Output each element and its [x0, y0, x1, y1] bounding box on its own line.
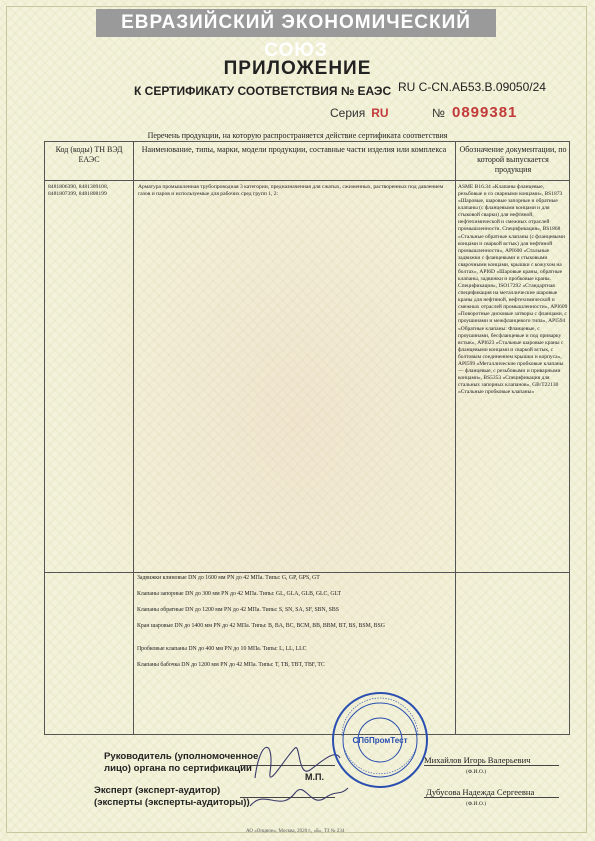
header-name: Наименование, типы, марки, модели продукции, составные части изделия или комплекса	[141, 145, 447, 154]
series-label: Серия	[330, 106, 366, 120]
certificate-number: RU C-CN.АБ53.В.09050/24	[398, 80, 546, 94]
section-divider	[45, 572, 569, 573]
head-label-line2: лицо) органа по сертификации	[104, 763, 252, 774]
organization-stamp	[330, 690, 430, 790]
product-item: Клапаны бабочка DN до 1200 мм PN до 42 МПа. Типы: T, TB, TBT, TBF, TC	[137, 662, 325, 668]
cell-documentation: ASME B16.34 «Клапаны фланцевые, резьбовые и со сварными концами», BS1873 «Шаровые, шаровые запорные и обратные клапаны (с фланцевыми концами и для стыковой сварки) для нефтяной, нефтехимической и смежных отраслей промышленности. Спецификация», BS1868 «Стальные обратные клапаны (с фланцевыми концами и сваркой встык) для нефтяной промышленности», API600 «Стальные задвижки с фланцевыми и стыковыми сварочными концами, крышки с кожухом на болтах», API6D «Шаровые краны, обратные клапаны, задвижки и пробковые краны. Спецификация», ISO17292 «Стандартная спецификация на металлические шаровые краны для нефтяной, нефтехимической и смежных отраслей промышленности», API609 «Поворотные дисковые затворы с фланцами, с проушинами и межфланцевого типа», API594 «Обратные клапаны: Фланцевые, с проушинами, бесфланцевые и под приварку встык», API623 «Стальные шаровые краны с фланцевыми концами и сваркой встык, с болтовым соединением крышки и корпуса», API599 «Металлические пробковые клапаны — фланцевые, с резьбовыми и приварными концами», BS5353 «Спецификация для стальных запорных клапанов», GB/T22130 «Стальные пробковые клапаны»	[458, 184, 568, 396]
union-banner: ЕВРАЗИЙСКИЙ ЭКОНОМИЧЕСКИЙ СОЮЗ	[96, 9, 496, 37]
cell-description: Арматура промышленная трубопроводная 3 категории, предназначенная для сжатых, сжиженных, растворенных под давлением газов и паров и используемые для рабочих сред групп 1, 2:	[138, 184, 444, 198]
head-label-line1: Руководитель (уполномоченное	[104, 751, 259, 762]
serial-number: 0899381	[452, 104, 518, 121]
expert-label-line1: Эксперт (эксперт-аудитор)	[94, 785, 221, 796]
cell-codes: 8481806390, 8481309108, 8481807399, 8481808199	[48, 184, 109, 198]
table-caption: Перечень продукции, на которую распространяется действие сертификата соответствия	[147, 131, 448, 140]
product-item: Задвижки клиновые DN до 1600 мм PN до 42 МПа. Типы: G, GP, GPS, GT	[137, 575, 320, 581]
number-label: №	[432, 106, 445, 120]
product-item: Кран шаровые DN до 1400 мм PN до 42 МПа. Типы: B, BA, BC, BCM, BB, BBM, BT, BS, BSM, BSG	[137, 623, 385, 629]
page-title: ПРИЛОЖЕНИЕ	[223, 58, 372, 79]
head-label	[104, 751, 258, 775]
series-value: RU	[371, 106, 389, 120]
series	[330, 106, 389, 120]
column-divider	[133, 142, 134, 734]
fio-label: (Ф.И.О.)	[466, 769, 487, 775]
seal-placeholder: М.П.	[305, 772, 324, 782]
product-item: Клапаны запорные DN до 300 мм PN до 42 МПа. Типы: GL, GLA, GLB, GLC, GLT	[137, 591, 342, 597]
head-name: Михайлов Игорь Валерьевич	[424, 755, 531, 765]
header-documentation: Обозначение документации, по которой выпускается продукция	[459, 145, 567, 174]
product-item: Клапаны обратные DN до 1200 мм PN до 42 МПа. Типы: S, SN, SA, SF, SBN, SBS	[137, 607, 339, 613]
printer-footer: АО «Опцион», Москва, 2020 г., «Б», ТЗ № 234	[246, 829, 345, 834]
product-item: Пробковые клапаны DN до 400 мм PN до 10 МПа. Типы: L, LL, LLC	[137, 646, 307, 652]
expert-label	[94, 785, 250, 809]
column-divider	[455, 142, 456, 734]
header-code: Код (коды) ТН ВЭД ЕАЭС	[55, 145, 123, 164]
stamp-text: СПбПромТест	[352, 736, 408, 745]
header-divider	[45, 180, 569, 181]
fio-label: (Ф.И.О.)	[466, 801, 487, 807]
certificate-subtitle: К СЕРТИФИКАТУ СООТВЕТСТВИЯ № ЕАЭС	[134, 84, 392, 98]
expert-label-line2: (эксперты (эксперты-аудиторы))	[94, 797, 250, 808]
expert-name: Дубусова Надежда Сергеевна	[426, 787, 535, 797]
name-line	[424, 765, 559, 766]
name-line	[424, 797, 559, 798]
